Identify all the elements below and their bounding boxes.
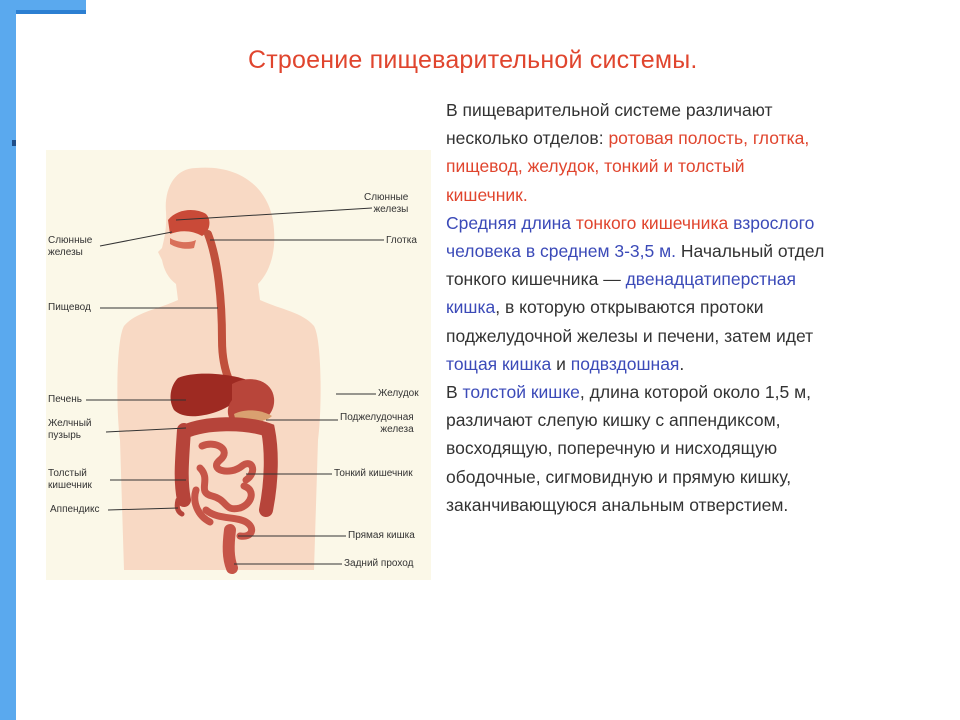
text-run: В пищеварительной системе различают bbox=[446, 100, 773, 120]
description-text bbox=[446, 96, 916, 519]
highlight-blue: толстой кишке bbox=[462, 382, 580, 403]
highlight-blue: тощая кишка bbox=[446, 353, 552, 374]
highlight-orange: ротовая полость, глотка, bbox=[608, 128, 810, 149]
top-accent-tab bbox=[0, 0, 86, 10]
highlight-orange: кишечник. bbox=[446, 184, 528, 205]
text-run: различают слепую кишку с аппендиксом, bbox=[446, 410, 781, 431]
label-esophagus: Пищевод bbox=[48, 302, 91, 313]
label-rectum: Прямая кишка bbox=[348, 530, 415, 541]
left-accent-bar bbox=[0, 0, 16, 720]
leader-salivary-left bbox=[100, 232, 172, 246]
label-salivary-glands-left: Слюнные железы bbox=[48, 235, 93, 258]
text-run: тонкого кишечника — bbox=[446, 269, 626, 290]
text-run: заканчивающуюся анальным отверстием. bbox=[446, 494, 789, 515]
body-silhouette bbox=[117, 168, 320, 570]
paragraph-3 bbox=[446, 378, 916, 519]
paragraph-2 bbox=[446, 209, 916, 378]
text-run: Начальный отдел bbox=[676, 241, 825, 262]
label-small-intestine: Тонкий кишечник bbox=[334, 468, 413, 479]
label-salivary-glands-right: Слюнные железы bbox=[364, 192, 409, 215]
highlight-blue: двенадцатиперстная bbox=[625, 269, 796, 290]
highlight-blue: взрослого bbox=[728, 212, 815, 233]
highlight-blue: человека в среднем 3-3,5 м. bbox=[446, 241, 677, 262]
text-run: поджелудочной железы и печени, затем идет bbox=[446, 325, 814, 346]
highlight-blue: Средняя длина bbox=[446, 212, 576, 233]
text-run: , длина которой около 1,5 м, bbox=[579, 382, 811, 403]
text-run: несколько отделов: bbox=[446, 128, 609, 149]
slide-title: Строение пищеварительной системы. bbox=[248, 46, 698, 74]
text-run: . bbox=[679, 353, 685, 374]
text-run: ободочные, сигмовидную и прямую кишку, bbox=[446, 466, 792, 487]
rectum-organ bbox=[229, 530, 232, 568]
text-run: и bbox=[551, 353, 571, 374]
paragraph-1 bbox=[446, 96, 916, 209]
highlight-blue: кишка bbox=[446, 297, 496, 318]
accent-mark bbox=[12, 140, 16, 146]
highlight-blue: подвздошная bbox=[570, 353, 680, 374]
label-pancreas: Поджелудочная железа bbox=[340, 412, 414, 435]
label-appendix: Аппендикс bbox=[50, 504, 100, 515]
highlight-orange: тонкого кишечника bbox=[575, 212, 729, 233]
label-stomach: Желудок bbox=[378, 388, 419, 399]
highlight-orange: пищевод, желудок, тонкий и толстый bbox=[446, 156, 745, 177]
label-anus: Задний проход bbox=[344, 558, 414, 569]
text-run: В bbox=[446, 382, 463, 403]
label-liver: Печень bbox=[48, 394, 82, 405]
label-large-intestine: Толстый кишечник bbox=[48, 468, 92, 491]
label-gallbladder: Желчный пузырь bbox=[48, 418, 92, 441]
label-pharynx: Глотка bbox=[386, 235, 417, 246]
top-accent-tab-shade bbox=[16, 10, 86, 14]
text-run: , в которую открываются протоки bbox=[495, 297, 764, 318]
digestive-system-diagram bbox=[46, 150, 431, 580]
text-run: восходящую, поперечную и нисходящую bbox=[446, 438, 778, 459]
